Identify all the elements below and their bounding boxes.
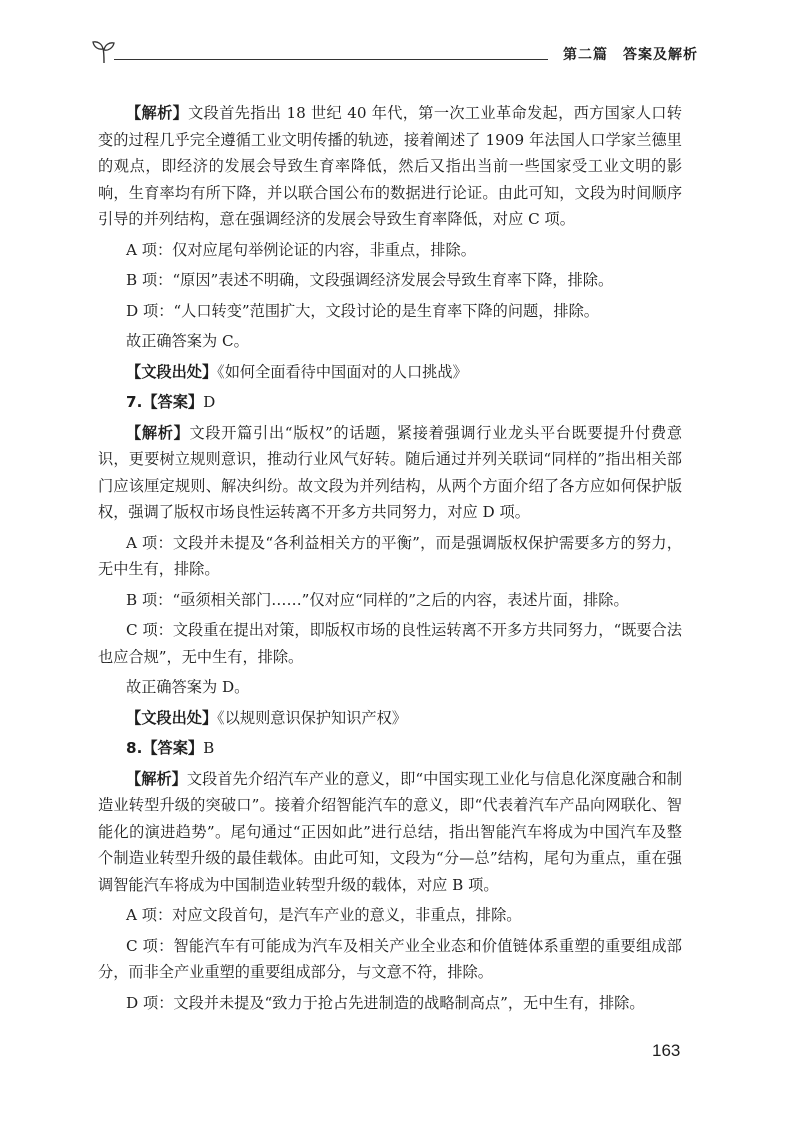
paragraph-text: 文段首先介绍汽车产业的意义，即“中国实现工业化与信息化深度融合和制造业转型升级的突破口”。接着介绍智能汽车的意义，即“代表着汽车产品向网联化、智能化的演进趋势”。尾句通过“正因如此”进行总结，指出智能汽车将成为中国汽车及整个制造业转型升级的最佳载体。由此可知，文段为“分—总”结构，尾句为重点，重在强调智能汽车将成为中国制造业转型升级的载体，对应 B 项。 xyxy=(98,769,683,894)
paragraph-text: C 项：智能汽车有可能成为汽车及相关产业全业态和价值链体系重塑的重要组成部分，而非全产业重塑的重要组成部分，与文意不符，排除。 xyxy=(98,936,682,981)
paragraph xyxy=(98,902,682,929)
paragraph-label: 【文段出处】 xyxy=(126,362,218,381)
paragraph xyxy=(98,735,682,762)
paragraph xyxy=(98,359,682,386)
paragraph-text: 故正确答案为 C。 xyxy=(126,332,249,350)
paragraph xyxy=(98,990,682,1017)
paragraph-label: 7.【答案】 xyxy=(126,393,204,411)
paragraph-text: D 项：“人口转变”范围扩大，文段讨论的是生育率下降的问题，排除。 xyxy=(126,301,599,320)
paragraph xyxy=(98,389,682,416)
paragraph-text: B 项：“亟须相关部门……”仅对应“同样的”之后的内容，表述片面，排除。 xyxy=(126,590,629,609)
paragraph xyxy=(98,705,682,732)
paragraph xyxy=(98,267,682,294)
header-rule xyxy=(114,59,548,60)
paragraph-text: A 项：对应文段首句，是汽车产业的意义，非重点，排除。 xyxy=(126,906,522,924)
sprout-icon xyxy=(92,38,116,64)
paragraph xyxy=(98,766,682,899)
paragraph xyxy=(98,587,682,614)
paragraph-text: A 项：仅对应尾句举例论证的内容，非重点，排除。 xyxy=(126,240,476,259)
answer-body xyxy=(98,100,682,1020)
page-number: 163 xyxy=(652,1041,681,1060)
paragraph xyxy=(98,420,682,526)
paragraph-label: 【解析】 xyxy=(126,104,189,122)
paragraph-text: D xyxy=(203,393,216,411)
paragraph-label: 【解析】 xyxy=(126,423,190,442)
paragraph xyxy=(98,328,682,355)
paragraph xyxy=(98,298,682,325)
paragraph-text: 故正确答案为 D。 xyxy=(126,678,250,696)
section-title: 第二篇 答案及解析 xyxy=(563,47,698,63)
paragraph-label: 【解析】 xyxy=(126,769,187,788)
paragraph-text: D 项：文段并未提及“致力于抢占先进制造的战略制高点”，无中生有，排除。 xyxy=(126,993,645,1012)
paragraph-text: 《以规则意识保护知识产权》 xyxy=(217,708,407,727)
paragraph-text: A 项：文段并未提及“各利益相关方的平衡”，而是强调版权保护需要多方的努力，无中生有，排除。 xyxy=(98,533,682,578)
paragraph-text: C 项：文段重在提出对策，即版权市场的良性运转离不开多方共同努力，“既要合法也应合规”，无中生有，排除。 xyxy=(98,621,682,666)
paragraph xyxy=(98,237,682,264)
paragraph-label: 【文段出处】 xyxy=(126,708,218,727)
paragraph-label: 8.【答案】 xyxy=(126,739,204,757)
paragraph-text: 文段首先指出 18 世纪 40 年代，第一次工业革命发起，西方国家人口转变的过程几乎完全遵循工业文明传播的轨迹，接着阐述了 1909 年法国人口学家兰德里的观点，即经济的发展会导致生育率降低，然后又指出当前一些国家受工业文明的影响，生育率均有所下降，并以联合国公布的数据进行论证。由此可知，文段为时间顺序引导的并列结构，意在强调经济的发展会导致生育率降低，对应 C 项。 xyxy=(98,104,682,228)
paragraph xyxy=(98,933,682,986)
paragraph xyxy=(98,100,682,233)
paragraph-text: B xyxy=(203,739,215,757)
paragraph xyxy=(98,674,682,701)
paragraph-text: B 项：“原因”表述不明确，文段强调经济发展会导致生育率下降，排除。 xyxy=(126,271,614,289)
paragraph xyxy=(98,617,682,670)
paragraph xyxy=(98,530,682,583)
paragraph-text: 《如何全面看待中国面对的人口挑战》 xyxy=(217,362,468,381)
paragraph-text: 文段开篇引出“版权”的话题，紧接着强调行业龙头平台既要提升付费意识，更要树立规则意识，推动行业风气好转。随后通过并列关联词“同样的”指出相关部门应该厘定规则、解决纠纷。故文段为并列结构，从两个方面介绍了各方应如何保护版权，强调了版权市场良性运转离不开多方共同努力，对应 D 项。 xyxy=(98,423,683,521)
running-header xyxy=(92,38,698,66)
